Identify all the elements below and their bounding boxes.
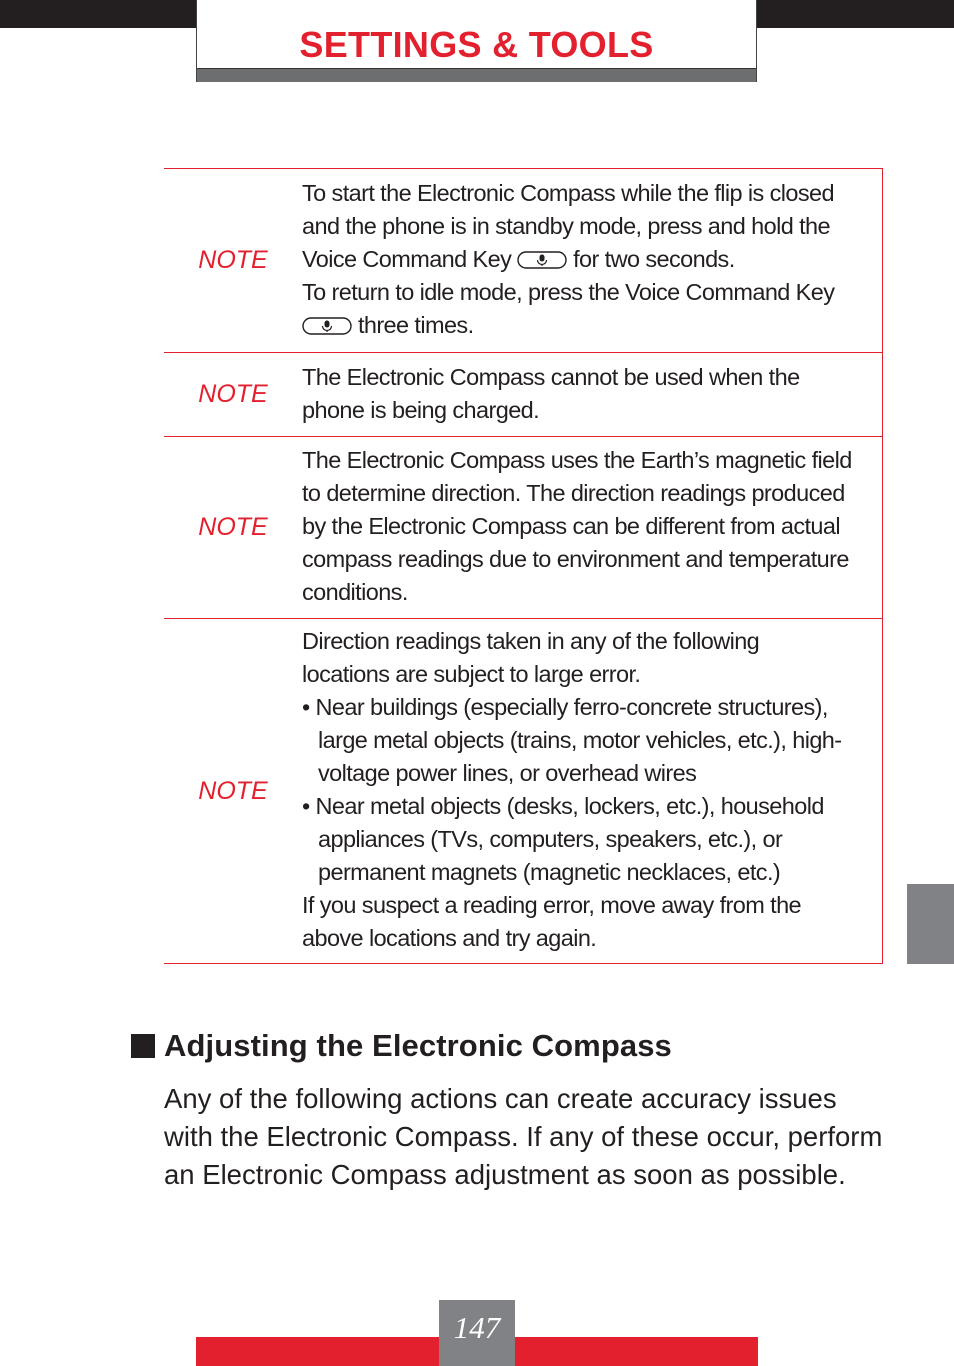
note-line: To start the Electronic Compass while the flip is closed	[302, 180, 834, 206]
footer-bar-right	[515, 1337, 758, 1366]
note-line: To return to idle mode, press the Voice Command Key	[302, 279, 835, 305]
note-text	[302, 436, 882, 619]
note-line-text: for two seconds.	[573, 246, 735, 272]
note-row	[164, 436, 883, 618]
note-bullet: • Near metal objects (desks, lockers, etc.), household appliances (TVs, computers, speakers, etc.), or permanent magnets (magnetic necklaces, etc.)	[302, 793, 824, 885]
page-number: 147	[453, 1310, 501, 1345]
note-line-text: three times.	[357, 312, 474, 338]
note-text	[302, 353, 882, 437]
note-label: NOTE	[198, 776, 268, 805]
note-label: NOTE	[198, 246, 268, 274]
square-bullet-icon	[131, 1034, 155, 1058]
note-label: NOTE	[198, 513, 268, 541]
note-row	[164, 352, 883, 436]
notes-table	[164, 168, 883, 964]
note-paragraph: Direction readings taken in any of the following locations are subject to large error.	[302, 628, 760, 687]
note-line: and the phone is in standby mode, press and hold the	[302, 213, 830, 239]
note-paragraph: If you suspect a reading error, move away from the above locations and try again.	[302, 892, 802, 951]
note-paragraph: The Electronic Compass uses the Earth’s magnetic field to determine direction. The direction readings produced by the Electronic Compass can be different from actual compass readings due to environment and temperature conditions.	[302, 447, 852, 605]
footer-bar-left	[196, 1337, 439, 1366]
note-text	[302, 169, 882, 352]
header-bar-right	[757, 0, 954, 28]
page-number-box	[439, 1300, 515, 1366]
note-row	[164, 618, 883, 964]
note-bullet: • Near buildings (especially ferro-concrete structures), large metal objects (trains, motor vehicles, etc.), high-voltage power lines, or overhead wires	[302, 694, 842, 786]
side-tab	[907, 884, 954, 964]
section-title: Adjusting the Electronic Compass	[164, 1028, 672, 1063]
note-text	[302, 617, 882, 965]
note-row	[164, 168, 883, 352]
header-bar-left	[0, 0, 196, 28]
microphone-icon	[517, 251, 567, 269]
section-heading	[131, 1028, 672, 1064]
header-underline	[197, 68, 756, 82]
microphone-icon	[302, 317, 352, 335]
header-box	[196, 0, 757, 82]
note-line-text: Voice Command Key	[302, 246, 512, 272]
note-line	[302, 243, 872, 276]
page-title: SETTINGS & TOOLS	[299, 24, 654, 65]
section-body: Any of the following actions can create accuracy issues with the Electronic Compass. If any of these occur, perform an Electronic Compass adjustment as soon as possible.	[164, 1083, 883, 1190]
note-paragraph: The Electronic Compass cannot be used when the phone is being charged.	[302, 363, 800, 423]
note-label: NOTE	[198, 380, 268, 408]
note-line	[302, 309, 872, 342]
